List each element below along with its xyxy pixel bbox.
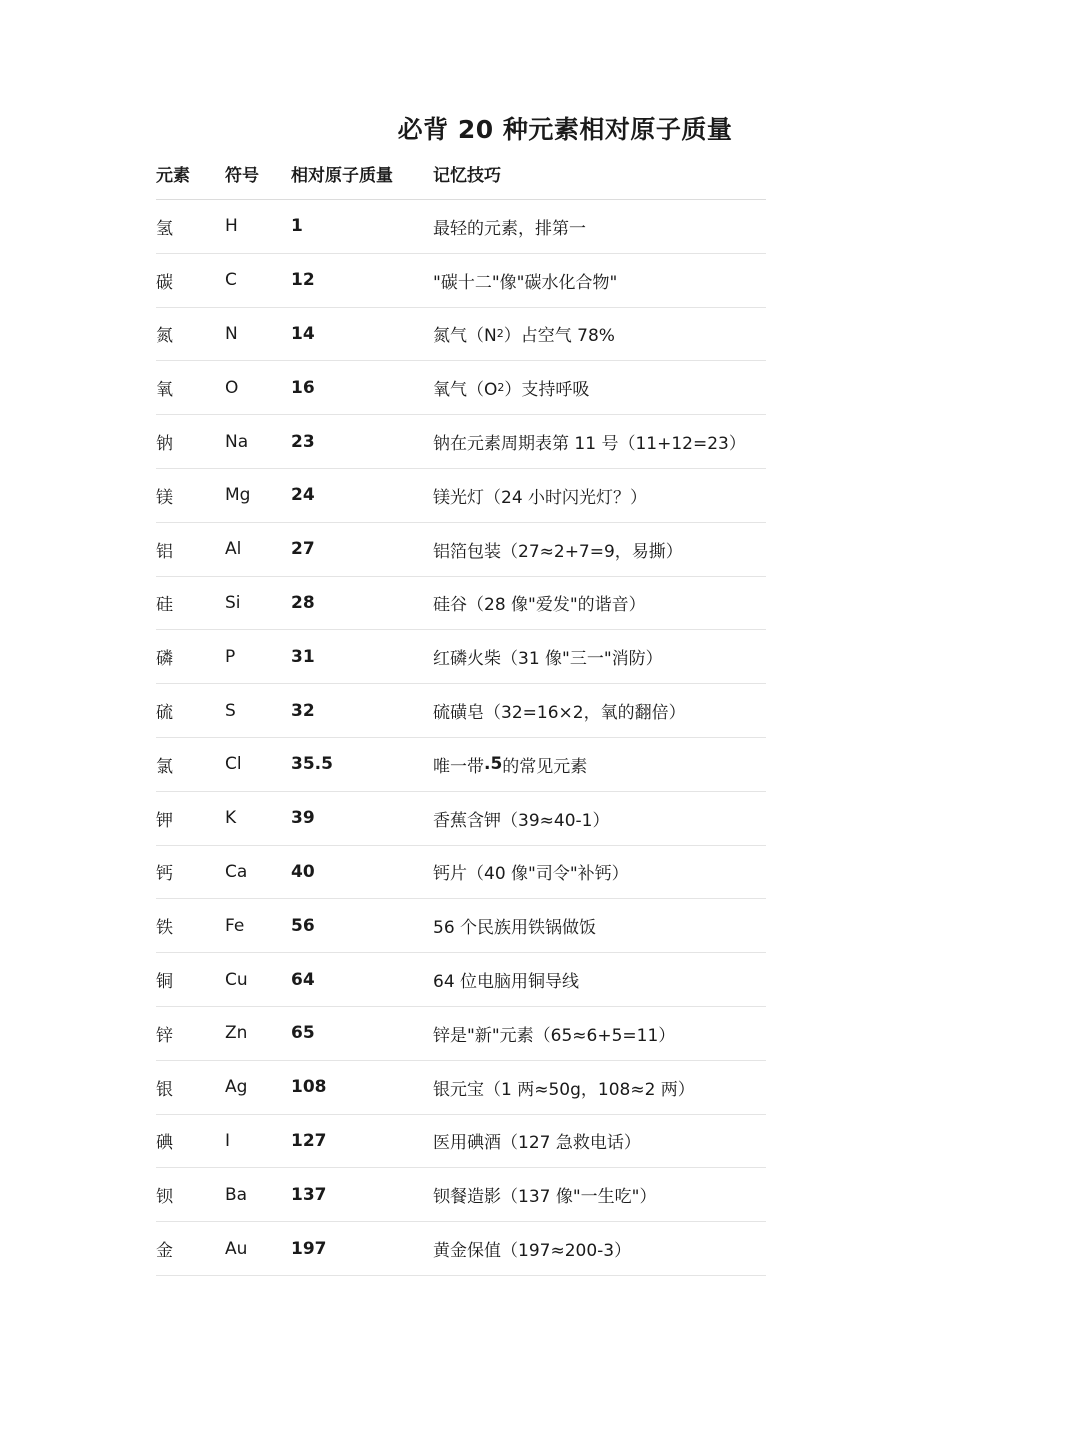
table-row [156, 1007, 766, 1061]
element-mass: 12 [291, 270, 315, 291]
memory-tip: 银元宝（1 两≈50g，108≈2 两） [433, 1079, 695, 1100]
table-row [156, 1222, 766, 1276]
element-symbol: Cu [225, 969, 248, 990]
element-name: 钠 [156, 434, 173, 455]
element-name: 氮 [156, 326, 173, 347]
table-row [156, 523, 766, 577]
element-symbol: Na [225, 431, 249, 452]
memory-tip: 钡餐造影（137 像"一生吃"） [433, 1187, 657, 1208]
element-symbol: Al [225, 539, 242, 560]
element-name: 钾 [156, 810, 173, 831]
element-symbol: I [225, 1130, 231, 1151]
element-name: 镁 [156, 487, 173, 508]
element-name: 锌 [156, 1025, 173, 1046]
memory-tip-text: 氧气（O [433, 380, 498, 401]
table-row [156, 899, 766, 953]
memory-tip: 钙片（40 像"司令"补钙） [433, 864, 629, 885]
table-row [156, 630, 766, 684]
memory-tip: 香蕉含钾（39≈40-1） [433, 810, 610, 831]
memory-tip: 硫磺皂（32=16×2，氧的翻倍） [433, 703, 686, 724]
element-name: 碘 [156, 1133, 173, 1154]
memory-tip-text: 氮气（N [433, 326, 497, 347]
memory-tip [433, 738, 587, 791]
element-mass: 197 [291, 1238, 327, 1259]
element-mass: 35.5 [291, 754, 333, 775]
table-header-row [156, 147, 766, 200]
element-mass: 56 [291, 915, 315, 936]
memory-tip: 56 个民族用铁锅做饭 [433, 918, 597, 939]
element-name: 氧 [156, 380, 173, 401]
element-mass: 23 [291, 431, 315, 452]
element-symbol: Cl [225, 754, 242, 775]
table-row [156, 415, 766, 469]
element-name: 钙 [156, 864, 173, 885]
atomic-mass-table [156, 147, 766, 1276]
element-mass: 27 [291, 539, 315, 560]
memory-tip-text: 的常见元素 [502, 756, 588, 777]
element-name: 银 [156, 1079, 173, 1100]
memory-tip-text: 唯一带 [433, 756, 484, 777]
memory-tip: 64 位电脑用铜导线 [433, 972, 580, 993]
element-symbol: P [225, 646, 236, 667]
table-row [156, 577, 766, 631]
element-mass: 16 [291, 377, 315, 398]
element-name: 碳 [156, 272, 173, 293]
element-symbol: K [225, 808, 237, 829]
table-row [156, 684, 766, 738]
table-row [156, 469, 766, 523]
page-title: 必背 20 种元素相对原子质量 [397, 115, 733, 144]
table-body [156, 200, 766, 1276]
element-mass: 39 [291, 808, 315, 829]
element-name: 铜 [156, 972, 173, 993]
memory-tip: 医用碘酒（127 急救电话） [433, 1133, 641, 1154]
element-mass: 32 [291, 700, 315, 721]
memory-tip: 氧气（O 2 ）支持呼吸 [433, 361, 589, 414]
memory-tip: 锌是"新"元素（65≈6+5=11） [433, 1025, 676, 1046]
memory-tip: 硅谷（28 像"爱发"的谐音） [433, 595, 646, 616]
element-symbol: Zn [225, 1023, 248, 1044]
memory-tip: 黄金保值（197≈200-3） [433, 1241, 632, 1262]
element-mass: 24 [291, 485, 315, 506]
header-symbol: 符号 [225, 165, 259, 186]
element-name: 金 [156, 1241, 173, 1262]
element-symbol: Ba [225, 1184, 248, 1205]
element-mass: 127 [291, 1130, 327, 1151]
element-symbol: Au [225, 1238, 248, 1259]
element-mass: 14 [291, 323, 315, 344]
element-symbol: Si [225, 592, 241, 613]
memory-tip: 红磷火柴（31 像"三一"消防） [433, 649, 663, 670]
memory-tip: 氮气（N 2 ）占空气 78% [433, 308, 615, 361]
memory-tip-text: ）支持呼吸 [504, 380, 590, 401]
element-symbol: Fe [225, 915, 245, 936]
element-name: 铁 [156, 918, 173, 939]
element-mass: 40 [291, 861, 315, 882]
element-name: 硅 [156, 595, 173, 616]
table-row [156, 254, 766, 308]
element-symbol: Ag [225, 1077, 248, 1098]
table-row [156, 846, 766, 900]
header-tip: 记忆技巧 [433, 165, 501, 186]
memory-tip: 铝箔包装（27≈2+7=9，易撕） [433, 541, 683, 562]
element-name: 硫 [156, 703, 173, 724]
table-row [156, 1115, 766, 1169]
memory-tip-emphasis: .5 [484, 754, 503, 775]
memory-tip: 钠在元素周期表第 11 号（11+12=23） [433, 434, 746, 455]
memory-tip: "碳十二"像"碳水化合物" [433, 272, 618, 293]
header-mass: 相对原子质量 [291, 165, 393, 186]
element-mass: 137 [291, 1184, 327, 1205]
element-name: 氢 [156, 218, 173, 239]
table-row [156, 1168, 766, 1222]
table-row [156, 1061, 766, 1115]
element-symbol: O [225, 377, 239, 398]
table-row [156, 361, 766, 415]
element-name: 氯 [156, 756, 173, 777]
table-row [156, 953, 766, 1007]
table-row [156, 200, 766, 254]
element-name: 磷 [156, 649, 173, 670]
header-element: 元素 [156, 165, 190, 186]
element-symbol: Mg [225, 485, 251, 506]
element-mass: 31 [291, 646, 315, 667]
element-mass: 1 [291, 216, 303, 237]
element-mass: 108 [291, 1077, 327, 1098]
memory-tip: 镁光灯（24 小时闪光灯？） [433, 487, 648, 508]
element-name: 铝 [156, 541, 173, 562]
element-symbol: Ca [225, 861, 248, 882]
element-symbol: S [225, 700, 236, 721]
element-name: 钡 [156, 1187, 173, 1208]
table-row [156, 738, 766, 792]
table-row [156, 792, 766, 846]
element-symbol: H [225, 216, 238, 237]
element-mass: 65 [291, 1023, 315, 1044]
memory-tip-text: ）占空气 78% [503, 326, 615, 347]
element-symbol: N [225, 323, 238, 344]
element-mass: 64 [291, 969, 315, 990]
memory-tip: 最轻的元素，排第一 [433, 218, 586, 239]
element-symbol: C [225, 270, 237, 291]
table-row [156, 308, 766, 362]
element-mass: 28 [291, 592, 315, 613]
